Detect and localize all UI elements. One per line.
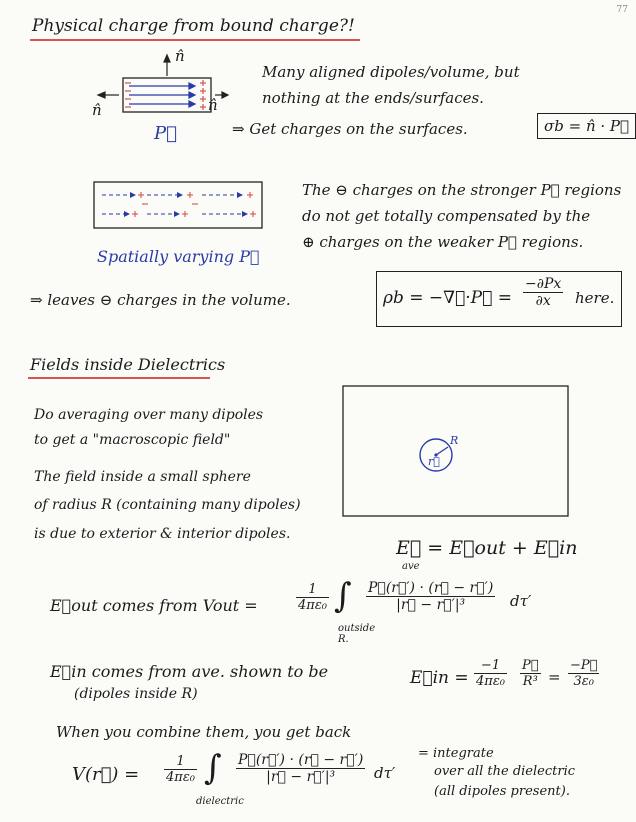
fields-line1: Do averaging over many dipoles [34, 407, 264, 423]
figure-dielectric-sphere [340, 383, 572, 523]
eout-prefactor-denominator: 4πε₀ [298, 598, 328, 613]
ein-text-line1: E⃗in comes from ave. shown to be [50, 662, 329, 681]
sphere-label-r: r⃗ [428, 455, 440, 468]
v-integrand-denominator: |r⃗ − r⃗′|³ [266, 769, 336, 785]
note1-line1: Many aligned dipoles/volume, but [262, 63, 520, 81]
v-lhs: V(r⃗) = [72, 764, 140, 785]
positive-surface-charges [200, 80, 206, 110]
eout-text: E⃗out comes from Vout = [50, 596, 258, 615]
ein-fraction1-denominator: 4πε₀ [476, 674, 506, 689]
rho-fraction-numerator: −∂Px [525, 276, 562, 292]
v-note-line3: (all dipoles present). [434, 784, 570, 799]
combine-text: When you combine them, you get back [56, 723, 352, 741]
section2-title: Fields inside Dielectrics [30, 355, 226, 374]
dipole-arrows [129, 83, 195, 107]
v-prefactor-numerator: 1 [164, 754, 197, 770]
field-sum-equation: E⃗ = E⃗out + E⃗in [396, 537, 578, 559]
eout-prefactor-numerator: 1 [296, 582, 329, 598]
fields-line5: is due to exterior & interior dipoles. [34, 526, 291, 542]
section1-title: Physical charge from bound charge?! [32, 16, 355, 36]
v-integrand-numerator: P⃗(r⃗′) · (r⃗ − r⃗′) [238, 752, 364, 768]
ein-fraction2 [520, 658, 541, 689]
rho-formula-box [376, 271, 622, 327]
rho-fraction-denominator: ∂x [535, 293, 551, 309]
ein-fraction3-denominator: 3ε₀ [573, 674, 594, 689]
eout-integral-sign: ∫ [334, 576, 352, 616]
ein-fraction2-denominator: R³ [522, 674, 538, 689]
eout-integrand-denominator: |r⃗ − r⃗′|³ [396, 597, 466, 613]
slab2-outline [94, 182, 262, 228]
normal-label-right: n̂ [208, 96, 218, 114]
figure-varying-polarization [92, 180, 267, 235]
v-integrand [236, 752, 365, 785]
rho-suffix: here. [575, 289, 615, 307]
varying-dipole-arrows [102, 195, 242, 214]
ein-fraction3 [568, 658, 599, 689]
note3-line1: The ⊖ charges on the stronger P⃗ regions [302, 181, 622, 199]
figure2-caption: Spatially varying P⃗ [97, 247, 260, 266]
v-integral-limit: dielectric [196, 796, 244, 807]
section1-title-underline [30, 39, 360, 41]
ein-lhs: E⃗in = [410, 668, 469, 688]
v-note-line1: = integrate [418, 746, 494, 761]
v-prefactor [164, 754, 197, 785]
eout-integrand [366, 580, 495, 613]
rho-formula-left: ρb = −∇⃗·P⃗ = [383, 288, 512, 308]
note2: ⇒ Get charges on the surfaces. [232, 120, 468, 138]
eout-prefactor [296, 582, 329, 613]
page-number: 77 [616, 5, 628, 15]
v-integral-sign: ∫ [204, 748, 222, 788]
fields-line2: to get a "macroscopic field" [34, 432, 231, 448]
fields-line3: The field inside a small sphere [34, 469, 251, 485]
ein-text-line2: (dipoles inside R) [74, 686, 198, 702]
dielectric-outline [343, 386, 568, 516]
ein-fraction1-numerator: −1 [474, 658, 507, 674]
note3-line3: ⊕ charges on the weaker P⃗ regions. [302, 233, 584, 251]
sigma-formula-box: σb = n̂ · P⃗ [537, 113, 636, 139]
polarization-label: P⃗ [154, 123, 177, 144]
v-dtau: dτ′ [374, 764, 396, 782]
section2-title-underline [28, 377, 210, 379]
ein-fraction2-numerator: P⃗ [522, 658, 539, 673]
eout-dtau: dτ′ [510, 592, 532, 610]
ein-equals: = [548, 668, 561, 686]
rho-fraction [523, 276, 563, 309]
normal-label-top: n̂ [175, 47, 185, 65]
v-prefactor-denominator: 4πε₀ [166, 770, 196, 785]
ein-fraction1 [474, 658, 507, 689]
surface-normal-arrows [98, 55, 228, 98]
eout-integrand-numerator: P⃗(r⃗′) · (r⃗ − r⃗′) [368, 580, 494, 596]
ein-fraction3-numerator: −P⃗ [570, 658, 598, 673]
v-note-line2: over all the dielectric [434, 764, 576, 779]
note4: ⇒ leaves ⊖ charges in the volume. [30, 291, 291, 309]
note3-line2: do not get totally compensated by the [302, 207, 591, 225]
normal-label-left: n̂ [92, 101, 102, 119]
fields-line4: of radius R (containing many dipoles) [34, 497, 301, 513]
sphere-label-R: R [450, 434, 459, 447]
sphere-radius-line [436, 447, 448, 455]
field-sum-ave-subscript: ave [402, 561, 420, 572]
eout-integral-limit: outside R. [338, 623, 376, 645]
note1-line2: nothing at the ends/surfaces. [262, 89, 484, 107]
